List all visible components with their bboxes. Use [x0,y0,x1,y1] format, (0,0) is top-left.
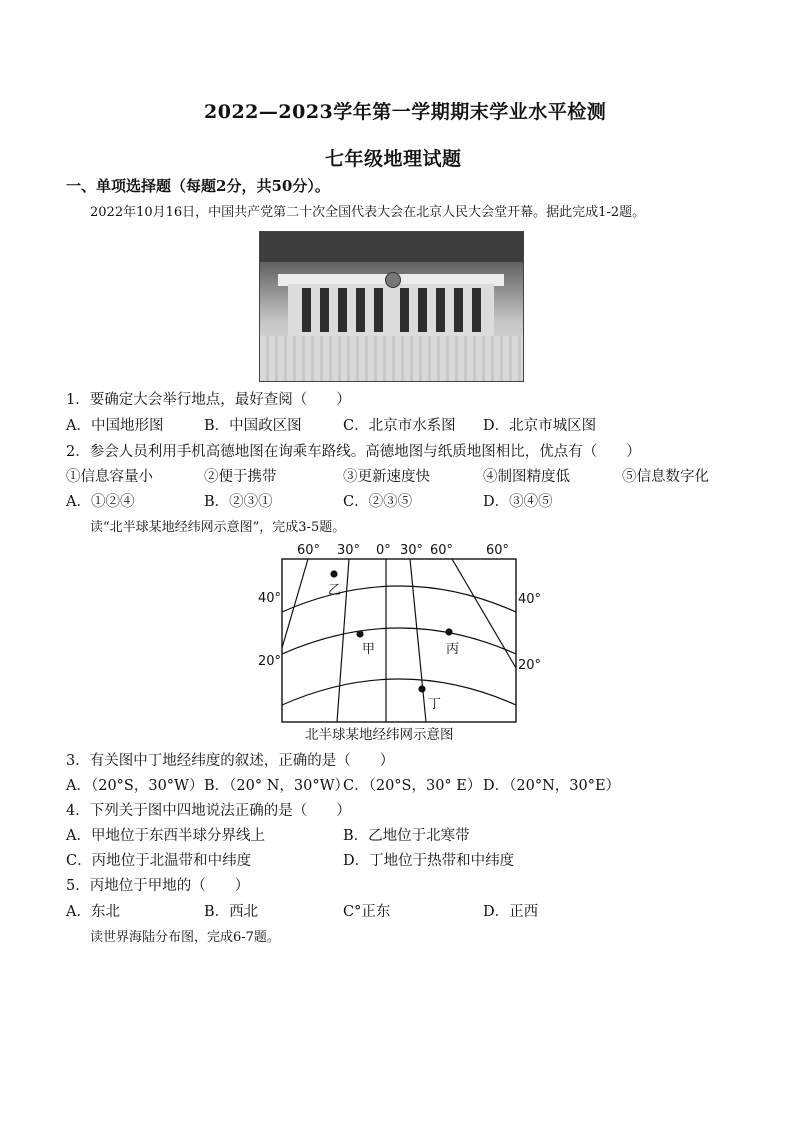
point-bing [445,628,452,635]
q4-option-c: C．丙地位于北温带和中纬度 [66,853,252,869]
label-yi: 乙 [328,583,342,598]
q1-option-c: C．北京市水系图 [343,418,456,434]
label-top-30w: 30° [337,543,361,558]
q2-option-b: B．②③① [204,494,273,510]
q1-option-d: D．北京市城区图 [483,418,597,434]
label-top-60e-right: 60° [486,543,510,558]
question-2: 2．参会人员利用手机高德地图在询乘车路线。高德地图与纸质地图相比，优点有（ ） [66,444,641,460]
q4-option-d: D．丁地位于热带和中纬度 [343,853,515,869]
label-lat-40-left: 40° [258,591,282,606]
point-jia [356,630,363,637]
label-top-0: 0° [376,543,391,558]
q2-option-d: D．③④⑤ [483,494,553,510]
q2-item-5: ⑤信息数字化 [622,469,709,485]
q1-option-a: A．中国地形图 [66,418,164,434]
label-jia: 甲 [362,642,376,657]
label-ding: 丁 [428,697,442,712]
q2-item-3: ③更新速度快 [343,469,430,485]
q4-option-a: A．甲地位于东西半球分界线上 [66,828,265,844]
question-4: 4．下列关于图中四地说法正确的是（ ） [66,803,351,819]
exam-title: 2022—2023学年第一学期期末学业水平检测 [204,101,607,123]
q4-option-b: B．乙地位于北寒带 [343,828,470,844]
q3-option-d: D．（20°N，30°E） [483,778,621,794]
label-top-60e: 60° [430,543,454,558]
question-5: 5．丙地位于甲地的（ ） [66,878,250,894]
exam-subtitle: 七年级地理试题 [325,148,462,170]
label-lat-20-right: 20° [518,658,542,673]
point-yi [330,570,337,577]
q1-option-b: B．中国政区图 [204,418,302,434]
q2-item-2: ②便于携带 [204,469,277,485]
label-lat-20-left: 20° [258,654,282,669]
graticule-map [250,538,550,748]
q5-option-a: A．东北 [66,904,120,920]
q2-item-1: ①信息容量小 [66,469,153,485]
label-top-30e: 30° [400,543,424,558]
label-lat-40-right: 40° [518,592,542,607]
q2-item-4: ④制图精度低 [483,469,570,485]
q5-option-c: C°正东 [343,904,391,920]
map-caption: 北半球某地经纬网示意图 [305,727,454,743]
question-1: 1．要确定大会举行地点，最好查阅（ ） [66,392,351,408]
q3-option-c: C．（20°S，30° E） [343,778,482,794]
q5-option-b: B．西北 [204,904,259,920]
q2-option-a: A．①②④ [66,494,135,510]
q3-option-b: B．（20° N，30°W） [204,778,350,794]
point-ding [418,685,425,692]
q3-option-a: A．（20°S，30°W） [66,778,204,794]
intro-6-7: 读世界海陆分布图，完成6-7题。 [90,930,280,945]
great-hall-photo [259,231,524,382]
q2-option-c: C．②③⑤ [343,494,413,510]
q5-option-d: D．正西 [483,904,539,920]
intro-3-5: 读“北半球某地经纬网示意图”，完成3-5题。 [90,520,346,535]
label-top-60w: 60° [297,543,321,558]
question-3: 3．有关图中丁地经纬度的叙述，正确的是（ ） [66,753,395,769]
section-heading: 一、单项选择题（每题2分，共50分）。 [66,177,330,195]
label-bing: 丙 [446,642,460,657]
intro-1-2: 2022年10月16日，中国共产党第二十次全国代表大会在北京人民大会堂开幕。据此完成1-2题。 [90,205,646,220]
